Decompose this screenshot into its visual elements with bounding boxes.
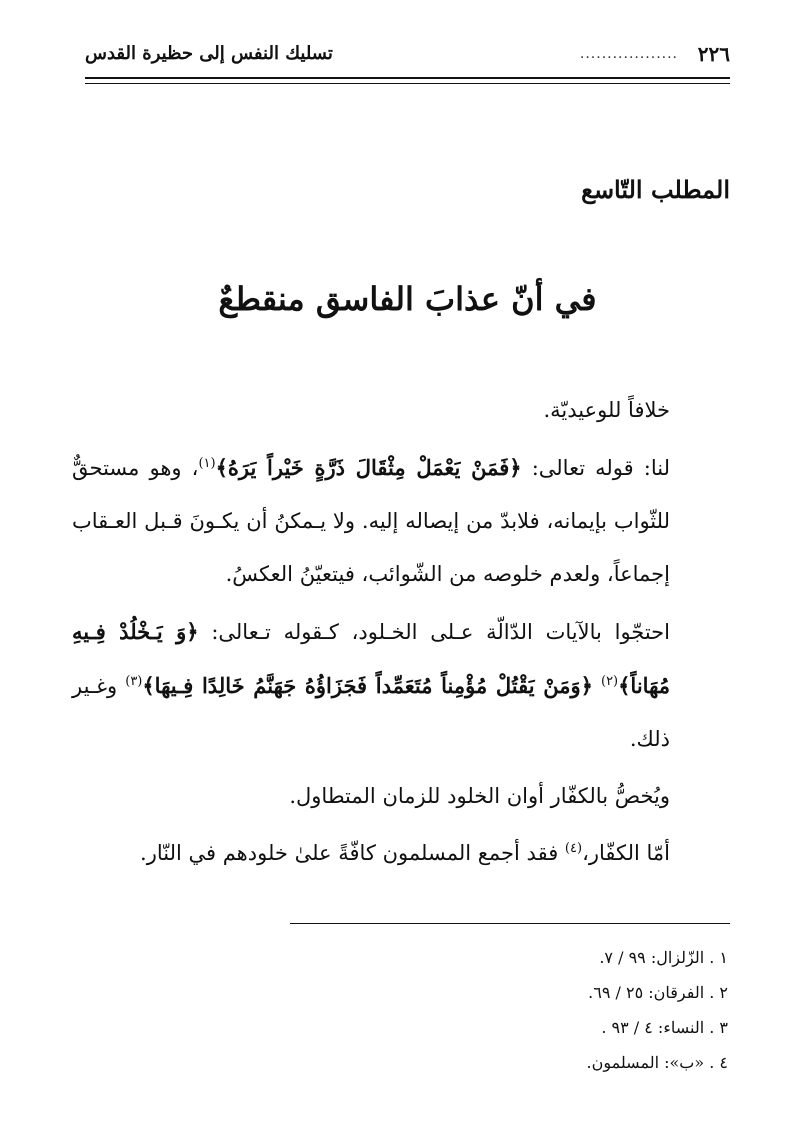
paragraph-5-intro: أمّا الكفّار، [582,841,670,865]
paragraph-2-intro: لنا: قوله تعالى: [531,456,670,480]
header-rule-thin [85,83,730,84]
footnotes [85,940,728,1080]
footnote-marker-4: (٤) [564,841,583,856]
paragraph-3 [72,605,730,766]
footnote-1: ١ . الزّلزال: ٩٩ / ٧. [599,948,728,967]
header-rule-thick [85,77,730,79]
running-header [85,40,730,72]
footnote-separator [290,923,730,924]
footnote-4: ٤ . «ب»: المسلمون. [586,1053,728,1072]
paragraph-5 [72,827,730,880]
leader-dots: .................. [579,46,678,62]
page-number: ٢٢٦ [697,42,730,66]
paragraph-4: ويُخصُّ بالكفّار أوان الخلود للزمان المتطاول. [289,784,670,808]
book-title: تسليك النفس إلى حظيرة القدس [85,43,333,64]
footnote-marker-3: (٣) [125,674,143,689]
paragraph-3-intro: احتجّوا بالآيات الدّالّة عـلى الخـلود، كـقوله تـعالى: [211,620,670,644]
paragraph-3-rest: وغـير ذلك. [72,674,670,751]
section-label: المطلب التّاسع [581,175,730,204]
paragraph-5-rest: فقد أجمع المسلمون كافّةً علىٰ خلودهم في النّار. [140,841,565,865]
footnote-2: ٢ . الفرقان: ٢٥ / ٦٩. [588,983,728,1002]
chapter-title: في أنّ عذابَ الفاسق منقطعٌ [218,280,597,318]
quran-verse-1: ﴿فَمَنْ يَعْمَلْ مِثْقَالَ ذَرَّةٍ خَيْراً يَرَهُ﴾ [215,455,522,480]
paragraph-2 [72,441,730,601]
quran-verse-3: ﴿وَمَنْ يَقْتُلْ مُؤْمِناً مُتَعَمِّداً فَجَزَاؤُهُ جَهَنَّمُ خَالِدًا فِـيهَا﴾ [142,673,593,698]
footnote-marker-1: (١) [198,456,216,471]
paragraph-1: خلافاً للوعيديّة. [543,398,670,422]
body-text [72,384,730,884]
quran-verse-2: ﴿وَ يَـخْلُدْ فِـيهِ مُهَاناً﴾ [72,619,670,698]
paragraph-2-rest: ، وهو مستحقٌّ للثّواب بإيمانه، فلابدّ من إيصاله إليه. ولا يـمكنُ أن يكـونَ قـبل العـقاب إجماعاً، ولعدم خلوصه من الشّوائب، فيتعيّنُ العكسُ. [72,456,670,586]
footnote-3: ٣ . النساء: ٤ / ٩٣ . [601,1018,728,1037]
footnote-marker-2: (٢) [600,674,619,689]
